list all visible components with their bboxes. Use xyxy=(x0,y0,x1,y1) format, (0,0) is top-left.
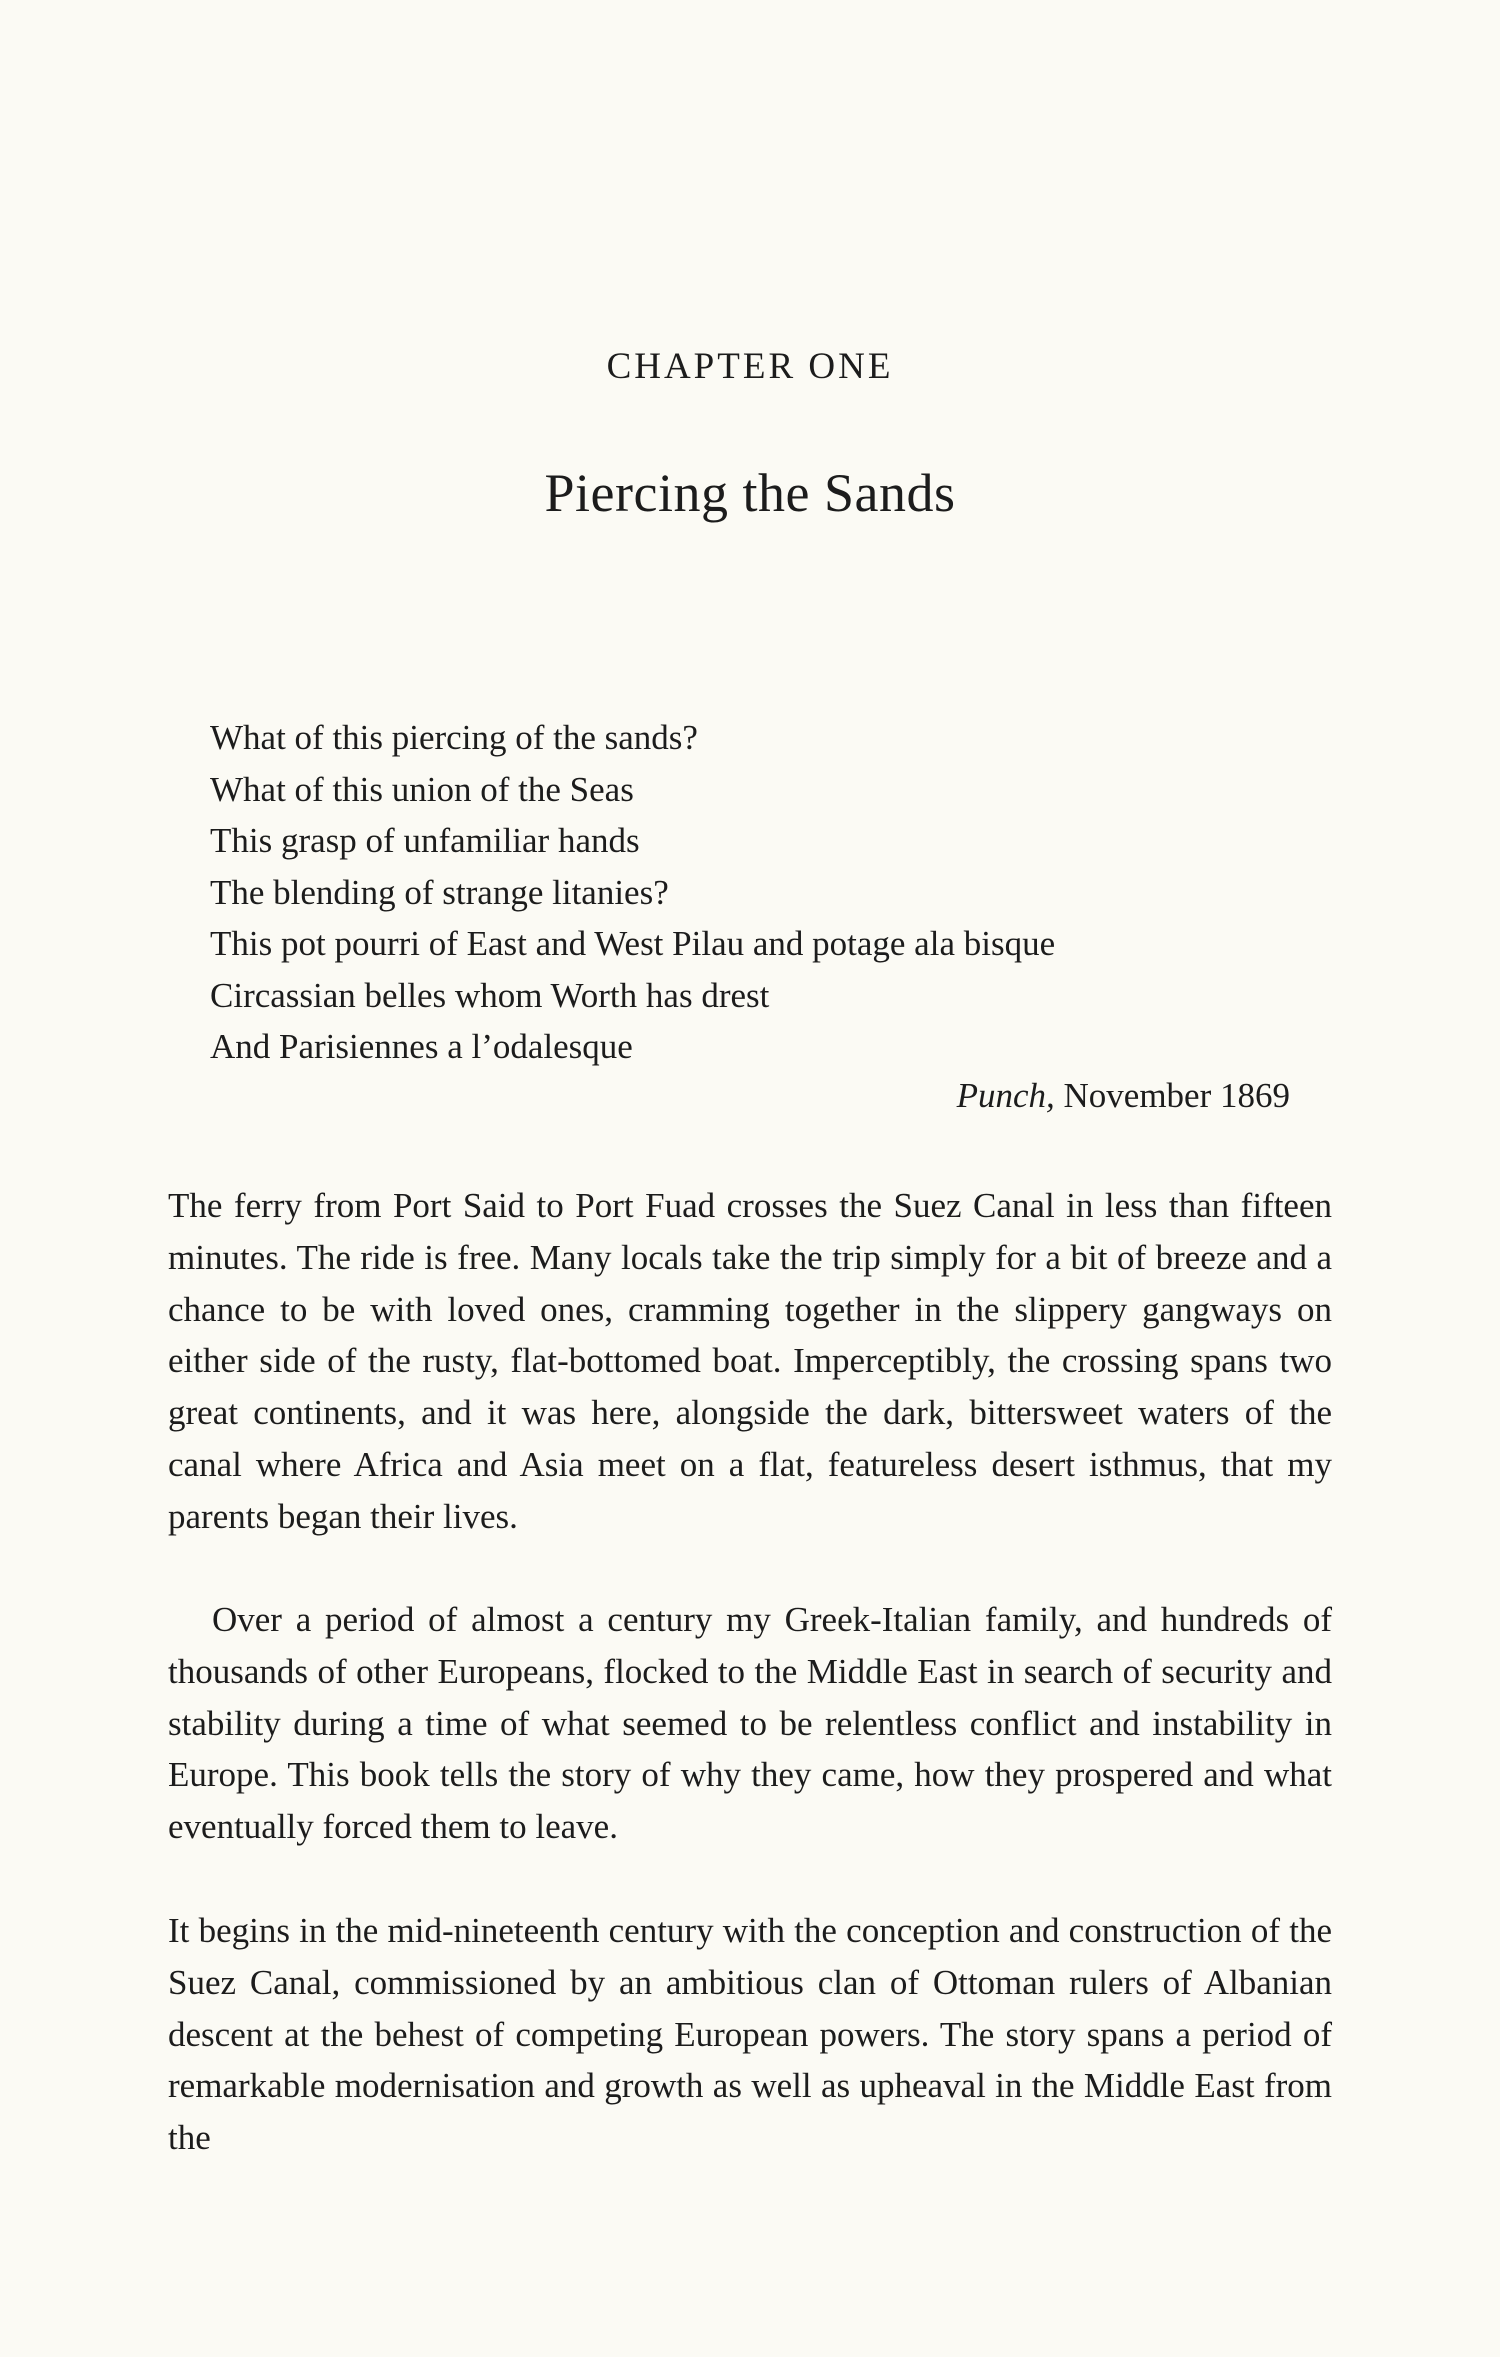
chapter-label: CHAPTER ONE xyxy=(606,346,894,387)
epigraph-attribution xyxy=(957,1076,1290,1116)
epigraph-line: The blending of strange litanies? xyxy=(210,872,669,912)
chapter-title: Piercing the Sands xyxy=(544,463,956,523)
epigraph-source-publication: Punch, xyxy=(956,1076,1055,1115)
epigraph-line: What of this piercing of the sands? xyxy=(210,718,698,757)
body-paragraph: Over a period of almost a century my Greek-Italian family, and hundreds of thousands of other Europeans, flocked to the Middle East in search of security and stability during a time of what seemed to be relentless conflict and instability in Europe. This book tells the story of why they came, how they prospered and what eventually forced them to leave. xyxy=(168,1600,1332,1847)
epigraph-line: What of this union of the Seas xyxy=(210,769,634,809)
epigraph-source-date: November 1869 xyxy=(1063,1076,1290,1115)
epigraph-poem xyxy=(210,712,1290,1073)
epigraph-line: And Parisiennes a l’odalesque xyxy=(210,1027,633,1066)
body-paragraph: The ferry from Port Said to Port Fuad crosses the Suez Canal in less than fifteen minutes. The ride is free. Many locals take the trip simply for a bit of breeze and a chance to be with loved ones, cramming together in the slippery gangways on either side of the rusty, flat-bottomed boat. Imperceptibly, the crossing spans two great continents, and it was here, alongside the dark, bittersweet waters of the canal where Africa and Asia meet on a flat, featureless desert isthmus, that my parents began their lives. xyxy=(168,1186,1332,1536)
epigraph-line: This grasp of unfamiliar hands xyxy=(210,821,640,860)
epigraph-line: Circassian belles whom Worth has drest xyxy=(210,975,770,1015)
body-paragraph: It begins in the mid-nineteenth century with the conception and construction of the Suez Canal, commissioned by an ambitious clan of Ottoman rulers of Albanian descent at the behest of competing European powers. The story spans a period of remarkable modernisation and growth as well as upheaval in the Middle East from the xyxy=(168,1911,1332,2158)
epigraph-line: This pot pourri of East and West Pilau and potage ala bisque xyxy=(210,924,1056,963)
